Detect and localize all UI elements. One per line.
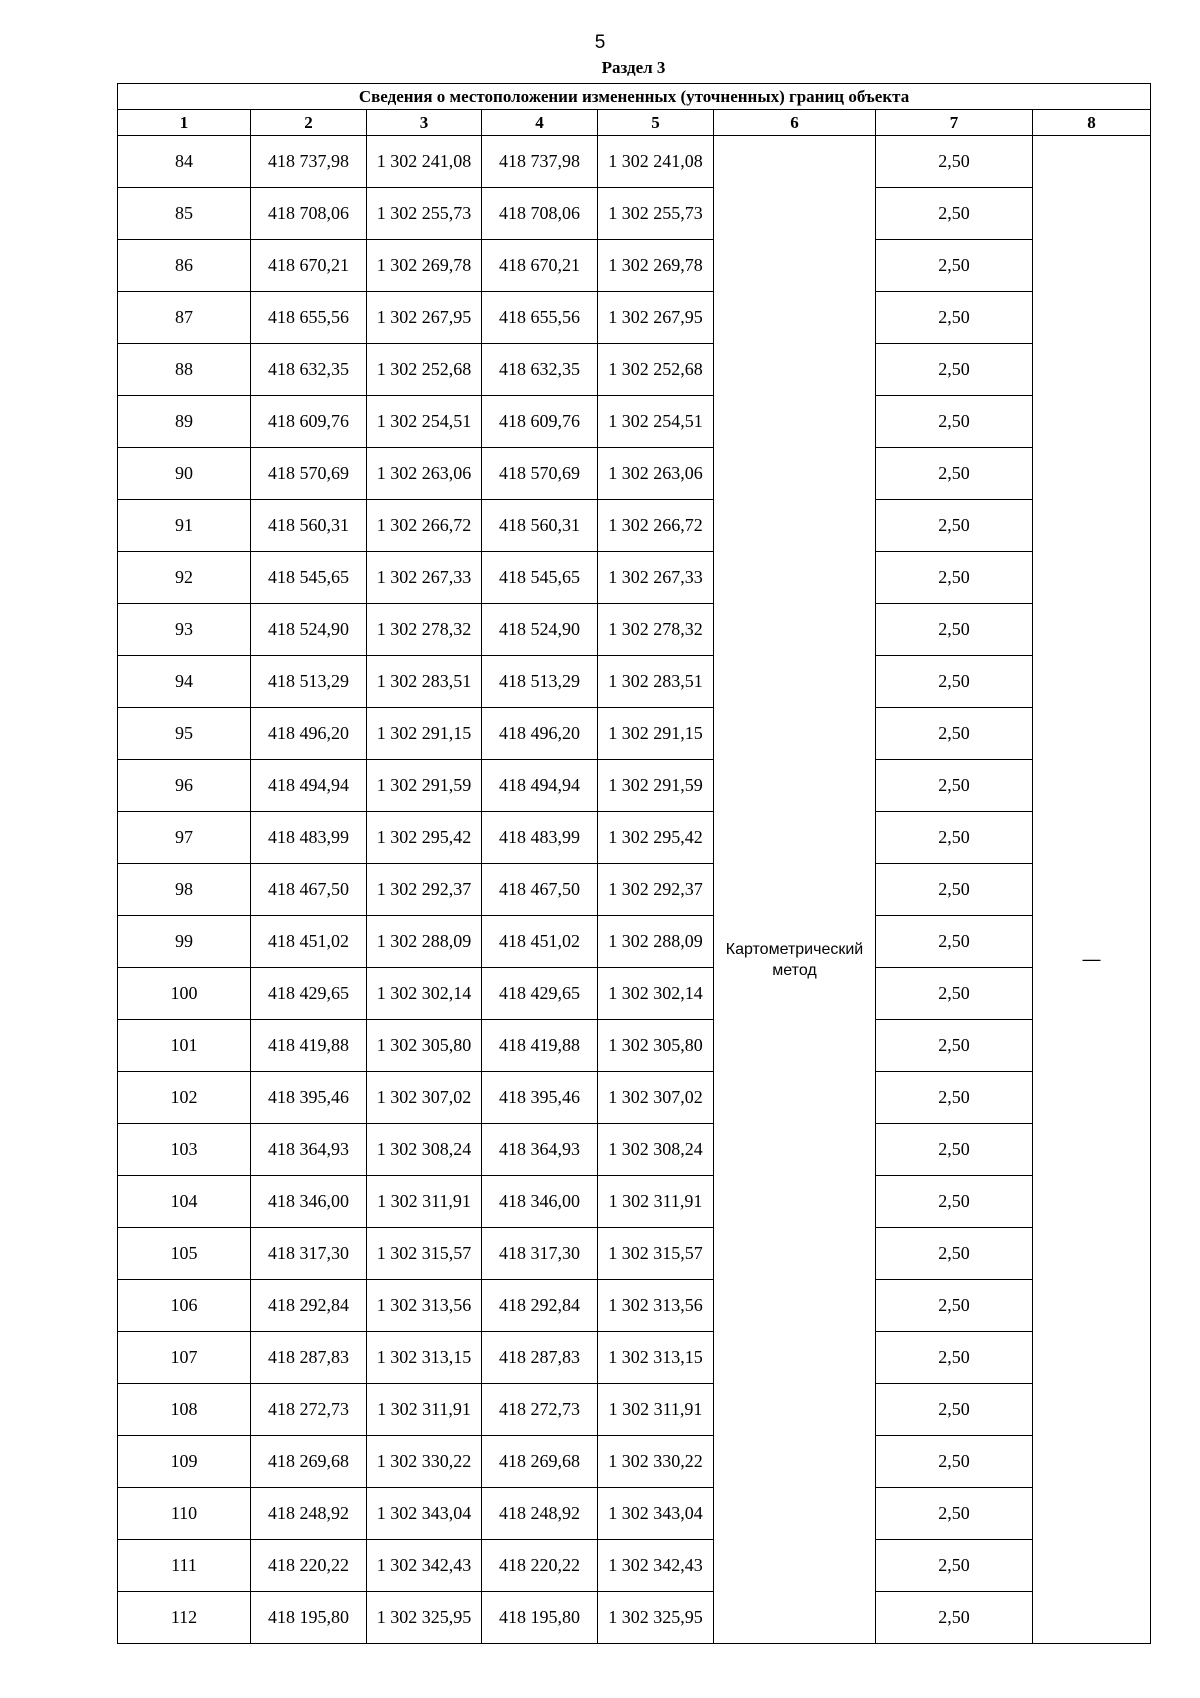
x-coordinate-new-cell: 418 292,84 xyxy=(482,1280,598,1332)
precision-cell: 2,50 xyxy=(876,916,1033,968)
point-number-cell: 109 xyxy=(118,1436,251,1488)
y-coordinate-cell: 1 302 343,04 xyxy=(367,1488,482,1540)
x-coordinate-new-cell: 418 737,98 xyxy=(482,136,598,188)
precision-cell: 2,50 xyxy=(876,396,1033,448)
y-coordinate-new-cell: 1 302 311,91 xyxy=(598,1384,714,1436)
precision-cell: 2,50 xyxy=(876,656,1033,708)
y-coordinate-new-cell: 1 302 288,09 xyxy=(598,916,714,968)
column-number: 2 xyxy=(251,110,367,136)
point-number-cell: 111 xyxy=(118,1540,251,1592)
x-coordinate-cell: 418 364,93 xyxy=(251,1124,367,1176)
precision-cell: 2,50 xyxy=(876,1540,1033,1592)
precision-cell: 2,50 xyxy=(876,1020,1033,1072)
table-row xyxy=(118,656,1151,708)
point-number-cell: 96 xyxy=(118,760,251,812)
x-coordinate-new-cell: 418 272,73 xyxy=(482,1384,598,1436)
y-coordinate-new-cell: 1 302 255,73 xyxy=(598,188,714,240)
y-coordinate-new-cell: 1 302 241,08 xyxy=(598,136,714,188)
table-row xyxy=(118,1436,1151,1488)
y-coordinate-cell: 1 302 330,22 xyxy=(367,1436,482,1488)
table-row xyxy=(118,500,1151,552)
y-coordinate-cell: 1 302 325,95 xyxy=(367,1592,482,1644)
y-coordinate-new-cell: 1 302 342,43 xyxy=(598,1540,714,1592)
method-label: Картометрический метод xyxy=(725,940,864,979)
y-coordinate-cell: 1 302 307,02 xyxy=(367,1072,482,1124)
point-number-cell: 107 xyxy=(118,1332,251,1384)
precision-cell: 2,50 xyxy=(876,500,1033,552)
y-coordinate-new-cell: 1 302 291,59 xyxy=(598,760,714,812)
x-coordinate-cell: 418 483,99 xyxy=(251,812,367,864)
table-row xyxy=(118,1280,1151,1332)
x-coordinate-new-cell: 418 545,65 xyxy=(482,552,598,604)
y-coordinate-new-cell: 1 302 343,04 xyxy=(598,1488,714,1540)
precision-cell: 2,50 xyxy=(876,864,1033,916)
y-coordinate-new-cell: 1 302 302,14 xyxy=(598,968,714,1020)
x-coordinate-new-cell: 418 429,65 xyxy=(482,968,598,1020)
x-coordinate-new-cell: 418 670,21 xyxy=(482,240,598,292)
x-coordinate-cell: 418 220,22 xyxy=(251,1540,367,1592)
precision-cell: 2,50 xyxy=(876,1592,1033,1644)
y-coordinate-new-cell: 1 302 254,51 xyxy=(598,396,714,448)
x-coordinate-new-cell: 418 560,31 xyxy=(482,500,598,552)
x-coordinate-cell: 418 195,80 xyxy=(251,1592,367,1644)
x-coordinate-new-cell: 418 195,80 xyxy=(482,1592,598,1644)
point-number-cell: 84 xyxy=(118,136,251,188)
page-number: 5 xyxy=(594,32,606,53)
point-number-cell: 94 xyxy=(118,656,251,708)
x-coordinate-cell: 418 419,88 xyxy=(251,1020,367,1072)
table-row xyxy=(118,916,1151,968)
table-row xyxy=(118,1072,1151,1124)
table-row xyxy=(118,1332,1151,1384)
precision-cell: 2,50 xyxy=(876,708,1033,760)
y-coordinate-new-cell: 1 302 278,32 xyxy=(598,604,714,656)
table-row xyxy=(118,240,1151,292)
y-coordinate-new-cell: 1 302 308,24 xyxy=(598,1124,714,1176)
x-coordinate-new-cell: 418 467,50 xyxy=(482,864,598,916)
y-coordinate-new-cell: 1 302 267,33 xyxy=(598,552,714,604)
x-coordinate-cell: 418 632,35 xyxy=(251,344,367,396)
precision-cell: 2,50 xyxy=(876,448,1033,500)
point-number-cell: 97 xyxy=(118,812,251,864)
x-coordinate-cell: 418 292,84 xyxy=(251,1280,367,1332)
y-coordinate-cell: 1 302 313,15 xyxy=(367,1332,482,1384)
point-number-cell: 103 xyxy=(118,1124,251,1176)
precision-cell: 2,50 xyxy=(876,1384,1033,1436)
table-row xyxy=(118,1176,1151,1228)
table-row xyxy=(118,1540,1151,1592)
table-row xyxy=(118,864,1151,916)
y-coordinate-new-cell: 1 302 267,95 xyxy=(598,292,714,344)
precision-cell: 2,50 xyxy=(876,1332,1033,1384)
precision-cell: 2,50 xyxy=(876,344,1033,396)
y-coordinate-new-cell: 1 302 307,02 xyxy=(598,1072,714,1124)
x-coordinate-cell: 418 269,68 xyxy=(251,1436,367,1488)
x-coordinate-new-cell: 418 609,76 xyxy=(482,396,598,448)
table-row xyxy=(118,1592,1151,1644)
table-row xyxy=(118,1228,1151,1280)
x-coordinate-new-cell: 418 570,69 xyxy=(482,448,598,500)
precision-cell: 2,50 xyxy=(876,760,1033,812)
point-number-cell: 101 xyxy=(118,1020,251,1072)
table-row xyxy=(118,604,1151,656)
y-coordinate-new-cell: 1 302 325,95 xyxy=(598,1592,714,1644)
y-coordinate-cell: 1 302 291,59 xyxy=(367,760,482,812)
table-body xyxy=(118,136,1151,1644)
y-coordinate-cell: 1 302 308,24 xyxy=(367,1124,482,1176)
y-coordinate-cell: 1 302 267,33 xyxy=(367,552,482,604)
x-coordinate-cell: 418 524,90 xyxy=(251,604,367,656)
table-row xyxy=(118,760,1151,812)
x-coordinate-cell: 418 287,83 xyxy=(251,1332,367,1384)
point-number-cell: 100 xyxy=(118,968,251,1020)
y-coordinate-cell: 1 302 255,73 xyxy=(367,188,482,240)
precision-cell: 2,50 xyxy=(876,1176,1033,1228)
y-coordinate-new-cell: 1 302 313,56 xyxy=(598,1280,714,1332)
x-coordinate-new-cell: 418 496,20 xyxy=(482,708,598,760)
y-coordinate-cell: 1 302 315,57 xyxy=(367,1228,482,1280)
y-coordinate-new-cell: 1 302 283,51 xyxy=(598,656,714,708)
x-coordinate-cell: 418 708,06 xyxy=(251,188,367,240)
column-number: 5 xyxy=(598,110,714,136)
precision-cell: 2,50 xyxy=(876,136,1033,188)
point-number-cell: 102 xyxy=(118,1072,251,1124)
point-number-cell: 95 xyxy=(118,708,251,760)
x-coordinate-new-cell: 418 287,83 xyxy=(482,1332,598,1384)
table-caption: Сведения о местоположении измененных (уточненных) границ объекта xyxy=(118,84,1151,110)
note-cell xyxy=(1033,136,1151,1644)
column-number: 8 xyxy=(1033,110,1151,136)
x-coordinate-cell: 418 496,20 xyxy=(251,708,367,760)
point-number-cell: 112 xyxy=(118,1592,251,1644)
y-coordinate-cell: 1 302 302,14 xyxy=(367,968,482,1020)
precision-cell: 2,50 xyxy=(876,968,1033,1020)
precision-cell: 2,50 xyxy=(876,1072,1033,1124)
precision-cell: 2,50 xyxy=(876,552,1033,604)
x-coordinate-cell: 418 395,46 xyxy=(251,1072,367,1124)
point-number-cell: 98 xyxy=(118,864,251,916)
coordinates-table xyxy=(117,83,1151,1644)
y-coordinate-cell: 1 302 288,09 xyxy=(367,916,482,968)
table-row xyxy=(118,1124,1151,1176)
precision-cell: 2,50 xyxy=(876,1124,1033,1176)
y-coordinate-new-cell: 1 302 292,37 xyxy=(598,864,714,916)
x-coordinate-cell: 418 467,50 xyxy=(251,864,367,916)
table-row xyxy=(118,552,1151,604)
column-number: 4 xyxy=(482,110,598,136)
x-coordinate-cell: 418 737,98 xyxy=(251,136,367,188)
y-coordinate-cell: 1 302 311,91 xyxy=(367,1176,482,1228)
x-coordinate-new-cell: 418 269,68 xyxy=(482,1436,598,1488)
table-row xyxy=(118,396,1151,448)
note-dash: — xyxy=(1082,949,1101,969)
point-number-cell: 105 xyxy=(118,1228,251,1280)
x-coordinate-cell: 418 346,00 xyxy=(251,1176,367,1228)
point-number-cell: 89 xyxy=(118,396,251,448)
column-number: 1 xyxy=(118,110,251,136)
y-coordinate-cell: 1 302 241,08 xyxy=(367,136,482,188)
x-coordinate-cell: 418 655,56 xyxy=(251,292,367,344)
table-row xyxy=(118,292,1151,344)
x-coordinate-new-cell: 418 248,92 xyxy=(482,1488,598,1540)
point-number-cell: 106 xyxy=(118,1280,251,1332)
point-number-cell: 87 xyxy=(118,292,251,344)
column-number: 6 xyxy=(714,110,876,136)
column-number: 3 xyxy=(367,110,482,136)
x-coordinate-new-cell: 418 220,22 xyxy=(482,1540,598,1592)
y-coordinate-cell: 1 302 292,37 xyxy=(367,864,482,916)
table-row xyxy=(118,136,1151,188)
y-coordinate-new-cell: 1 302 266,72 xyxy=(598,500,714,552)
point-number-cell: 85 xyxy=(118,188,251,240)
y-coordinate-new-cell: 1 302 330,22 xyxy=(598,1436,714,1488)
x-coordinate-cell: 418 609,76 xyxy=(251,396,367,448)
table-row xyxy=(118,188,1151,240)
x-coordinate-new-cell: 418 419,88 xyxy=(482,1020,598,1072)
x-coordinate-new-cell: 418 708,06 xyxy=(482,188,598,240)
y-coordinate-cell: 1 302 267,95 xyxy=(367,292,482,344)
column-number-row xyxy=(118,110,1151,136)
point-number-cell: 110 xyxy=(118,1488,251,1540)
table-row xyxy=(118,968,1151,1020)
x-coordinate-new-cell: 418 483,99 xyxy=(482,812,598,864)
x-coordinate-new-cell: 418 632,35 xyxy=(482,344,598,396)
precision-cell: 2,50 xyxy=(876,1488,1033,1540)
precision-cell: 2,50 xyxy=(876,812,1033,864)
precision-cell: 2,50 xyxy=(876,292,1033,344)
x-coordinate-cell: 418 451,02 xyxy=(251,916,367,968)
x-coordinate-new-cell: 418 494,94 xyxy=(482,760,598,812)
point-number-cell: 91 xyxy=(118,500,251,552)
table-row xyxy=(118,1488,1151,1540)
x-coordinate-new-cell: 418 655,56 xyxy=(482,292,598,344)
y-coordinate-cell: 1 302 254,51 xyxy=(367,396,482,448)
precision-cell: 2,50 xyxy=(876,240,1033,292)
y-coordinate-new-cell: 1 302 315,57 xyxy=(598,1228,714,1280)
y-coordinate-cell: 1 302 263,06 xyxy=(367,448,482,500)
table-row xyxy=(118,1384,1151,1436)
table-row xyxy=(118,344,1151,396)
x-coordinate-cell: 418 513,29 xyxy=(251,656,367,708)
y-coordinate-new-cell: 1 302 313,15 xyxy=(598,1332,714,1384)
y-coordinate-new-cell: 1 302 295,42 xyxy=(598,812,714,864)
x-coordinate-new-cell: 418 513,29 xyxy=(482,656,598,708)
precision-cell: 2,50 xyxy=(876,1228,1033,1280)
y-coordinate-cell: 1 302 283,51 xyxy=(367,656,482,708)
table-row xyxy=(118,708,1151,760)
y-coordinate-cell: 1 302 342,43 xyxy=(367,1540,482,1592)
precision-cell: 2,50 xyxy=(876,1280,1033,1332)
section-title: Раздел 3 xyxy=(601,58,666,77)
x-coordinate-cell: 418 545,65 xyxy=(251,552,367,604)
y-coordinate-new-cell: 1 302 263,06 xyxy=(598,448,714,500)
y-coordinate-cell: 1 302 269,78 xyxy=(367,240,482,292)
precision-cell: 2,50 xyxy=(876,604,1033,656)
point-number-cell: 88 xyxy=(118,344,251,396)
point-number-cell: 108 xyxy=(118,1384,251,1436)
point-number-cell: 93 xyxy=(118,604,251,656)
point-number-cell: 90 xyxy=(118,448,251,500)
y-coordinate-cell: 1 302 305,80 xyxy=(367,1020,482,1072)
x-coordinate-cell: 418 272,73 xyxy=(251,1384,367,1436)
x-coordinate-cell: 418 317,30 xyxy=(251,1228,367,1280)
precision-cell: 2,50 xyxy=(876,188,1033,240)
y-coordinate-cell: 1 302 266,72 xyxy=(367,500,482,552)
point-number-cell: 92 xyxy=(118,552,251,604)
y-coordinate-cell: 1 302 291,15 xyxy=(367,708,482,760)
precision-cell: 2,50 xyxy=(876,1436,1033,1488)
point-number-cell: 104 xyxy=(118,1176,251,1228)
y-coordinate-new-cell: 1 302 252,68 xyxy=(598,344,714,396)
y-coordinate-new-cell: 1 302 291,15 xyxy=(598,708,714,760)
x-coordinate-cell: 418 560,31 xyxy=(251,500,367,552)
point-number-cell: 86 xyxy=(118,240,251,292)
x-coordinate-cell: 418 248,92 xyxy=(251,1488,367,1540)
y-coordinate-cell: 1 302 311,91 xyxy=(367,1384,482,1436)
y-coordinate-cell: 1 302 278,32 xyxy=(367,604,482,656)
y-coordinate-new-cell: 1 302 269,78 xyxy=(598,240,714,292)
point-number-cell: 99 xyxy=(118,916,251,968)
x-coordinate-new-cell: 418 364,93 xyxy=(482,1124,598,1176)
x-coordinate-cell: 418 670,21 xyxy=(251,240,367,292)
x-coordinate-new-cell: 418 524,90 xyxy=(482,604,598,656)
y-coordinate-cell: 1 302 252,68 xyxy=(367,344,482,396)
x-coordinate-new-cell: 418 395,46 xyxy=(482,1072,598,1124)
x-coordinate-cell: 418 494,94 xyxy=(251,760,367,812)
y-coordinate-cell: 1 302 295,42 xyxy=(367,812,482,864)
x-coordinate-new-cell: 418 451,02 xyxy=(482,916,598,968)
y-coordinate-new-cell: 1 302 311,91 xyxy=(598,1176,714,1228)
y-coordinate-cell: 1 302 313,56 xyxy=(367,1280,482,1332)
x-coordinate-cell: 418 570,69 xyxy=(251,448,367,500)
y-coordinate-new-cell: 1 302 305,80 xyxy=(598,1020,714,1072)
x-coordinate-new-cell: 418 346,00 xyxy=(482,1176,598,1228)
table-row xyxy=(118,448,1151,500)
x-coordinate-cell: 418 429,65 xyxy=(251,968,367,1020)
method-cell xyxy=(714,136,876,1644)
table-row xyxy=(118,1020,1151,1072)
x-coordinate-new-cell: 418 317,30 xyxy=(482,1228,598,1280)
table-row xyxy=(118,812,1151,864)
column-number: 7 xyxy=(876,110,1033,136)
